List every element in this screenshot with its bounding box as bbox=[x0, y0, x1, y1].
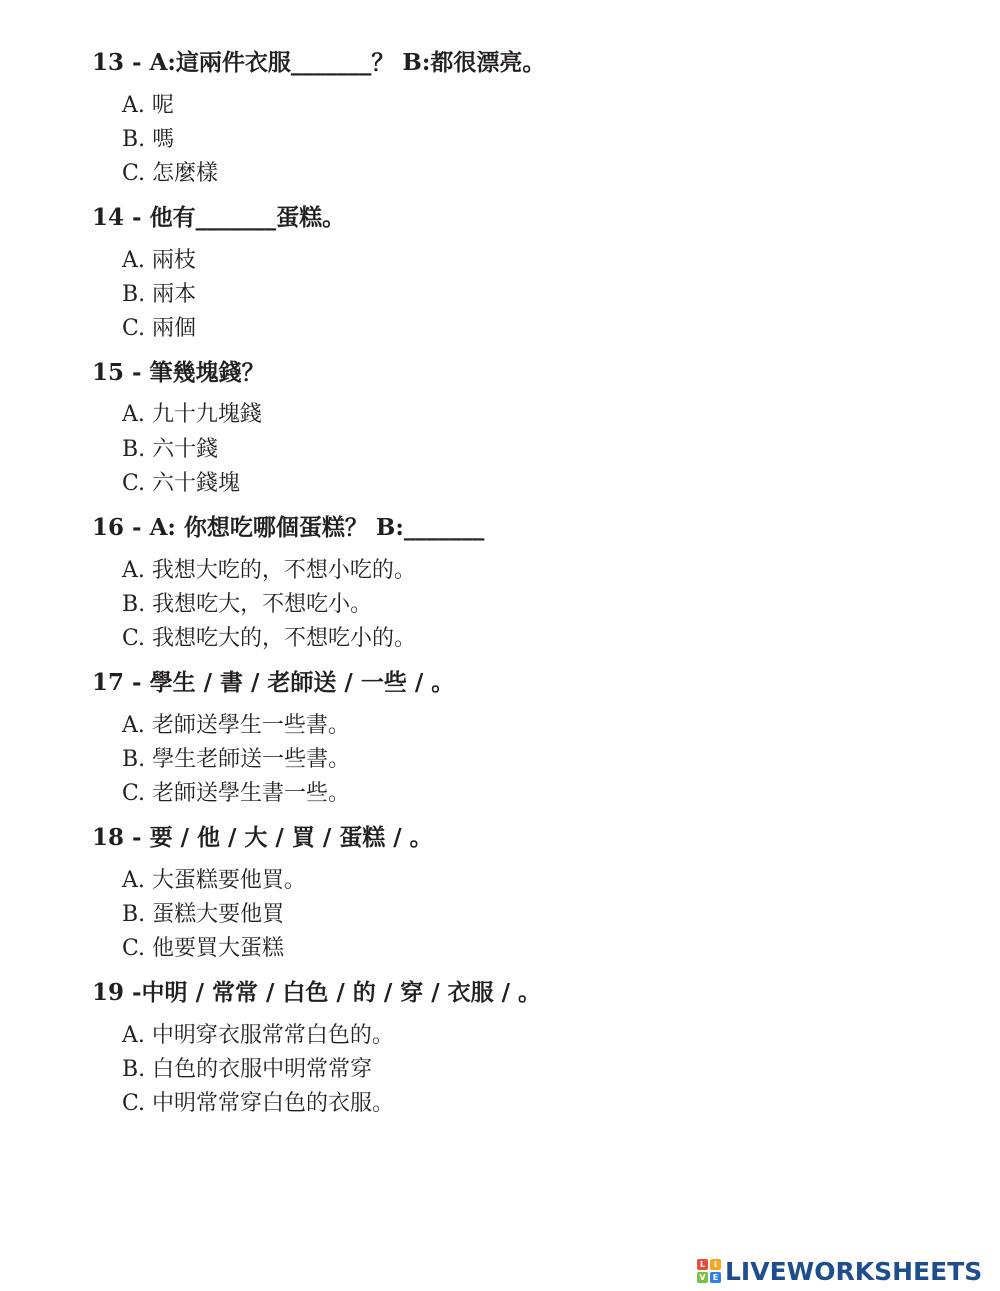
question-17-stem: 17 - 學生 / 書 / 老師送 / 一些 / 。 bbox=[92, 669, 455, 696]
question-18-option-b[interactable]: B. 蛋糕大要他買 bbox=[122, 902, 285, 927]
question-19-option-b[interactable]: B. 白色的衣服中明常常穿 bbox=[122, 1057, 373, 1082]
logo-mark-v: V bbox=[697, 1272, 708, 1283]
logo-mark-i: I bbox=[710, 1259, 721, 1270]
question-19-option-a[interactable]: A. 中明穿衣服常常白色的。 bbox=[122, 1023, 394, 1048]
question-15-option-c[interactable]: C. 六十錢塊 bbox=[122, 471, 241, 496]
question-17-option-c[interactable]: C. 老師送學生書一些。 bbox=[122, 781, 351, 806]
question-13-option-a[interactable]: A. 呢 bbox=[122, 93, 174, 118]
question-17-option-a[interactable]: A. 老師送學生一些書。 bbox=[122, 713, 350, 738]
liveworksheets-logo-text: LIVEWORKSHEETS bbox=[725, 1256, 983, 1286]
question-16-option-b[interactable]: B. 我想吃大，不想吃小。 bbox=[122, 592, 373, 617]
liveworksheets-logo-mark bbox=[697, 1259, 721, 1283]
question-14-option-c[interactable]: C. 兩個 bbox=[122, 316, 197, 341]
question-13-stem: 13 - A:這兩件衣服_______？ B:都很漂亮。 bbox=[92, 49, 546, 76]
question-13-option-b[interactable]: B. 嗎 bbox=[122, 127, 175, 152]
question-13-option-c[interactable]: C. 怎麼樣 bbox=[122, 161, 219, 186]
question-19-option-c[interactable]: C. 中明常常穿白色的衣服。 bbox=[122, 1091, 395, 1116]
question-15-stem: 15 - 筆幾塊錢？ bbox=[92, 359, 265, 386]
question-14-stem: 14 - 他有_______蛋糕。 bbox=[92, 204, 346, 231]
question-18-stem: 18 - 要 / 他 / 大 / 買 / 蛋糕 / 。 bbox=[92, 824, 433, 851]
question-18-option-c[interactable]: C. 他要買大蛋糕 bbox=[122, 936, 285, 961]
question-18-option-a[interactable]: A. 大蛋糕要他買。 bbox=[122, 868, 306, 893]
logo-mark-e: E bbox=[710, 1272, 721, 1283]
question-15-option-b[interactable]: B. 六十錢 bbox=[122, 437, 219, 462]
question-16-option-a[interactable]: A. 我想大吃的，不想小吃的。 bbox=[122, 558, 416, 583]
liveworksheets-logo bbox=[697, 1256, 982, 1286]
question-19-stem: 19 -中明 / 常常 / 白色 / 的 / 穿 / 衣服 / 。 bbox=[92, 979, 542, 1006]
question-14-option-b[interactable]: B. 兩本 bbox=[122, 282, 197, 307]
question-14-option-a[interactable]: A. 兩枝 bbox=[122, 248, 196, 273]
question-15-option-a[interactable]: A. 九十九塊錢 bbox=[122, 402, 262, 427]
question-16-stem: 16 - A: 你想吃哪個蛋糕？ B:_______ bbox=[92, 514, 485, 541]
logo-mark-l: L bbox=[697, 1259, 708, 1270]
question-16-option-c[interactable]: C. 我想吃大的，不想吃小的。 bbox=[122, 626, 417, 651]
question-17-option-b[interactable]: B. 學生老師送一些書。 bbox=[122, 747, 351, 772]
